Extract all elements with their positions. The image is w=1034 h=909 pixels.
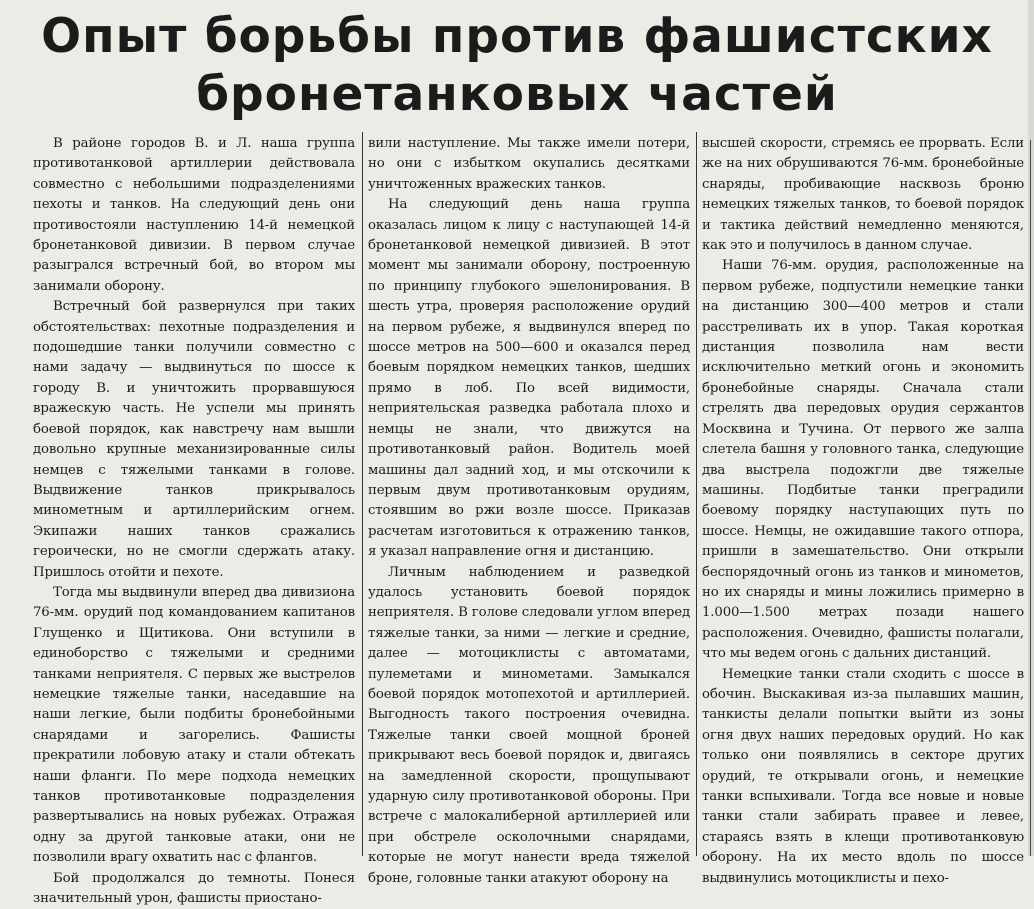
paragraph: В районе городов В. и Л. наша группа противотанковой артиллерии действовала совместно с небольшими подразделениями пехоты и танков. На следующий день они противостояли наступлению 14-й немецкой бронетанковой дивизии. В первом случае разыгрался встречный бой, во втором мы занимали оборону. <box>33 136 355 294</box>
paragraph: высшей скорости, стремясь ее прорвать. Если же на них обрушиваются 76-мм. бронебойные снаряды, пробивающие насквозь броню немецких тяжелых танков, то боевой порядок и тактика действий немедленно меняются, как это и получилось в данном случае. <box>702 136 1024 254</box>
paragraph: Немецкие танки стали сходить с шоссе в обочин. Выскакивая из-за пылавших машин, танкисты делали попытки выйти из зоны огня двух наших передовых орудий. Но как только они появлялись в секторе других орудий, те открывали огонь, и немецкие танки вспыхивали. Тогда все новые и новые танки стали забирать правее и левее, стараясь взять в клещи противотанковую оборону. На их место вдоль по шоссе выдвинулись мотоциклисты и пехо- <box>702 666 1024 886</box>
text-column-2 <box>368 134 690 889</box>
article-headline <box>0 8 1034 124</box>
column-divider <box>696 132 697 856</box>
paragraph: Встречный бой развернулся при таких обстоятельствах: пехотные подразделения и подошедшие танки получили совместно с нами задачу — выдвинуться по шоссе к городу В. и уничтожить прорвавшуюся вражескую часть. Не успели мы принять боевой порядок, как навстречу нам вышли довольно крупные механизированные силы немцев с тяжелыми танками в голове. Выдвижение танков прикрывалось минометным и артиллерийским огнем. Экипажи наших танков сражались героически, но не смогли сдержать атаку. Пришлось отойти и пехоте. <box>33 299 355 580</box>
paragraph: Наши 76-мм. орудия, расположенные на первом рубеже, подпустили немецкие танки на дистанцию 300—400 метров и стали расстреливать их в упор. Такая короткая дистанция позволила нам вести исключительно меткий огонь и экономить бронебойные снаряды. Сначала стали стрелять два передовых орудия сержантов Москвина и Тучина. От первого же залпа слетела башня у головного танка, следующие два выстрела подожгли две тяжелые машины. Подбитые танки преградили боевому порядку наступающих путь по шоссе. Немцы, не ожидавшие такого отпора, пришли в замешательство. Они открыли беспорядочный огонь из танков и минометов, но их снаряды и мины ложились примерно в 1.000—1.500 метрах позади нашего расположения. Очевидно, фашисты полагали, что мы ведем огонь с дальних дистанций. <box>702 258 1024 662</box>
paragraph: Личным наблюдением и разведкой удалось установить боевой порядок неприятеля. В голове следовали углом вперед тяжелые танки, за ними — легкие и средние, далее — мотоциклисты с автоматами, пулеметами и минометами. Замыкался боевой порядок мотопехотой и артиллерией. Выгодность такого построения очевидна. Тяжелые танки своей мощной броней прикрывают весь боевой порядок и, двигаясь на замедленной скорости, прощупывают ударную силу противотанковой обороны. При встрече с малокалиберной артиллерией или при обстреле осколочными снарядами, которые не могут нанести вреда тяжелой броне, головные танки атакуют оборону на <box>368 564 690 886</box>
text-column-3 <box>702 134 1024 889</box>
column-divider <box>362 132 363 856</box>
paragraph: Бой продолжался до темноты. Понеся значительный урон, фашисты приостано- <box>33 870 355 907</box>
headline-line-1: Опыт борьбы против фашистских <box>41 9 993 64</box>
headline-line-2: бронетанковых частей <box>196 67 838 122</box>
text-column-1 <box>33 134 355 909</box>
column-divider <box>1030 140 1031 856</box>
paragraph: Тогда мы выдвинули вперед два дивизиона 76-мм. орудий под командованием капитанов Глущенко и Щитикова. Они вступили в единоборство с тяжелыми и средними танками неприятеля. С первых же выстрелов немецкие тяжелые танки, наседавшие на наши легкие, были подбиты бронебойными снарядами и загорелись. Фашисты прекратили лобовую атаку и стали обтекать наши фланги. По мере подхода немецких танков противотанковые подразделения развертывались на новых рубежах. Отражая одну за другой танковые атаки, они не позволили врагу охватить нас с флангов. <box>33 584 355 866</box>
page-edge <box>1028 0 1034 856</box>
paragraph: На следующий день наша группа оказалась лицом к лицу с наступающей 14-й бронетанковой немецкой дивизией. В этот момент мы занимали оборону, построенную по принципу глубокого эшелонирования. В шесть утра, проверяя расположение орудий на первом рубеже, я выдвинулся вперед по шоссе метров на 500—600 и оказался перед боевым порядком немецких танков, шедших прямо в лоб. По всей видимости, неприятельская разведка работала плохо и немцы не знали, что движутся на противотанковый район. Водитель моей машины дал задний ход, и мы отскочили к первым двум противотанковым орудиям, стоявшим во ржи возле шоссе. Приказав расчетам изготовиться к отражению танков, я указал направление огня и дистанцию. <box>368 197 690 560</box>
paragraph: вили наступление. Мы также имели потери, но они с избытком окупались десятками уничтоженных вражеских танков. <box>368 136 690 192</box>
